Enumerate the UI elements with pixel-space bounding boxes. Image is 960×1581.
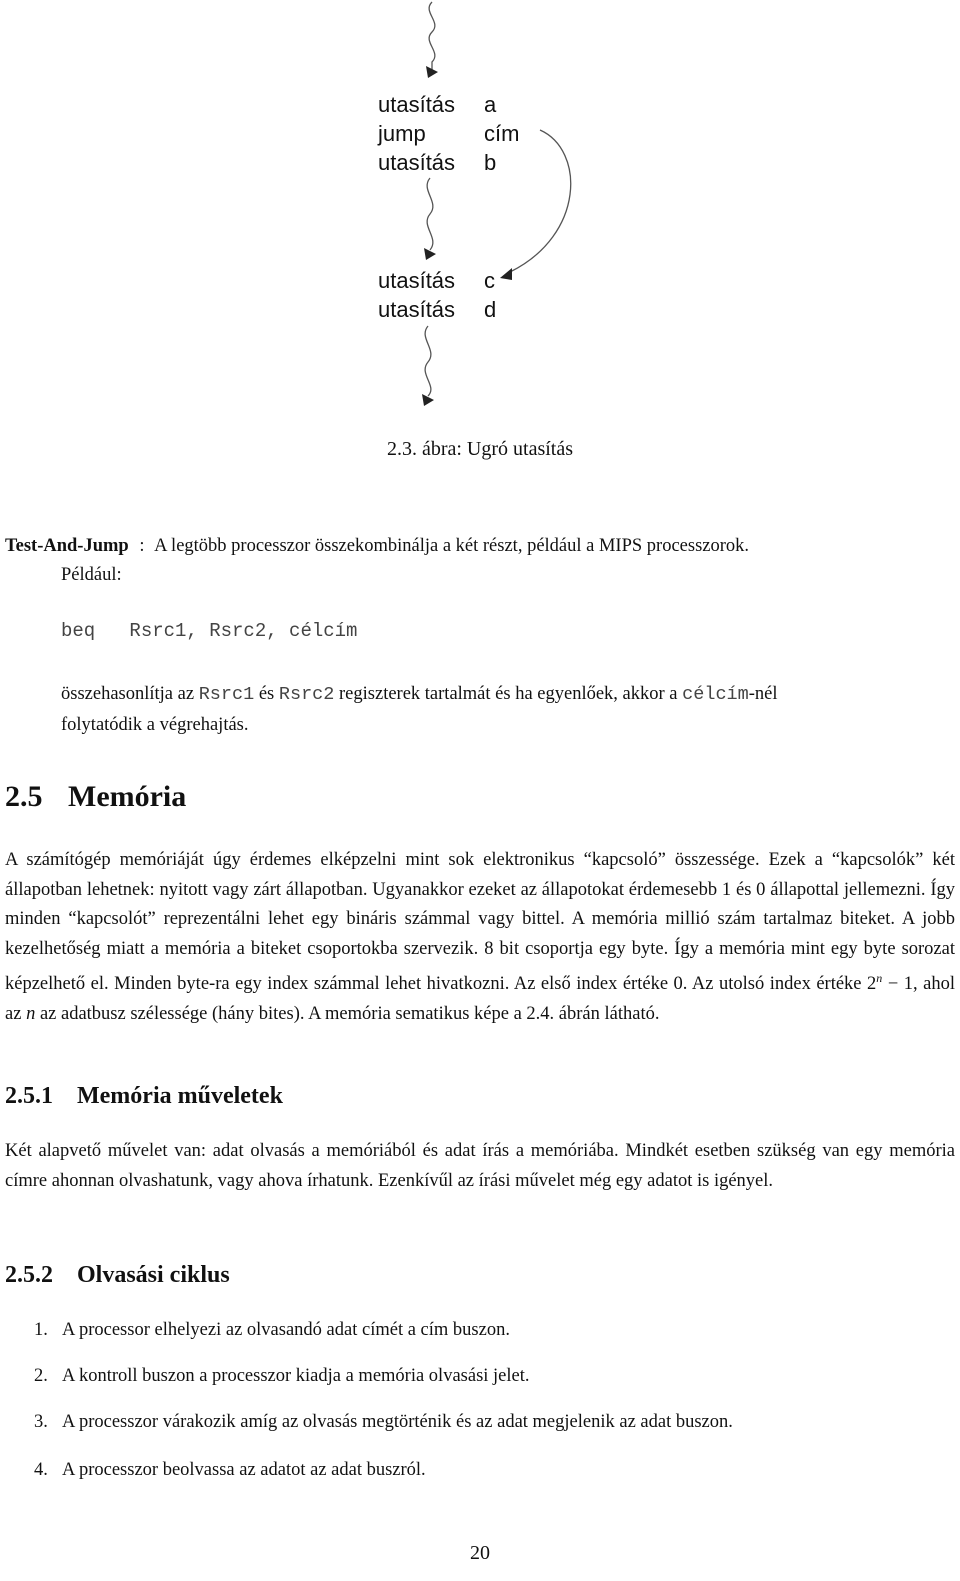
section-paragraph (5, 846, 955, 1029)
instr-arg: a (484, 92, 497, 117)
list-item (34, 1320, 510, 1341)
instr-arg: c (484, 268, 495, 293)
tj-line (5, 536, 749, 557)
list-text: A processor elhelyezi az olvasandó adat címét a cím buszon. (62, 1320, 510, 1340)
subsection-title: Memória műveletek (77, 1083, 283, 1109)
jump-figure (0, 0, 960, 480)
instr-row-4: utasítás (378, 268, 456, 293)
instr-row-1 (378, 90, 455, 119)
tj-term: Test-And-Jump (5, 536, 129, 556)
list-number: 1. (34, 1320, 48, 1340)
tj-explanation (61, 679, 955, 740)
section-title: Memória (68, 780, 187, 813)
jump-arc (510, 130, 571, 272)
math-base: 2 (867, 974, 877, 995)
list-text: A processzor beolvassa az adatot az adat buszról. (62, 1460, 426, 1480)
text: és (258, 684, 275, 704)
text: − 1, ahol az (5, 974, 955, 1024)
page-number: 20 (470, 1542, 490, 1564)
flow-squiggle-mid (427, 178, 433, 250)
section-heading (5, 780, 186, 814)
subsection-number: 2.5.1 (5, 1083, 53, 1109)
tj-desc: A legtöbb processzor összekombinálja a két részt, például a MIPS processzorok. (154, 536, 750, 556)
subsection-title: Olvasási ciklus (77, 1262, 230, 1288)
arrowhead-jump (500, 268, 512, 280)
reg-name: Rsrc1 (198, 684, 255, 705)
text: folytatódik a végrehajtás. (61, 715, 249, 735)
flow-lines (0, 0, 960, 430)
tj-example-label: Például: (61, 565, 122, 585)
list-text: A processzor várakozik amíg az olvasás megtörténik és az adat megjelenik az adat buszon. (62, 1412, 733, 1432)
subsection-number: 2.5.2 (5, 1262, 53, 1288)
flow-squiggle-top (429, 2, 435, 70)
reg-name: Rsrc2 (278, 684, 335, 705)
list-number: 2. (34, 1366, 48, 1386)
text: az adatbusz szélessége (hány bites). A memória sematikus képe a 2.4. ábrán látható. (39, 1003, 660, 1024)
math-exponent: n (876, 971, 883, 985)
list-item (34, 1460, 426, 1481)
instr-arg: d (484, 297, 497, 322)
subsection-heading (5, 1262, 230, 1289)
figure-caption: 2.3. ábra: Ugró utasítás (386, 438, 574, 460)
text: -nél (748, 684, 778, 704)
list-number: 4. (34, 1460, 48, 1480)
instr-label: utasítás (378, 92, 456, 117)
instr-row-2: jump (378, 121, 426, 146)
code-line: beq Rsrc1, Rsrc2, célcím (61, 620, 358, 642)
text: A számítógép memóriáját úgy érdemes elképzelni mint sok elektronikus “kapcsoló” összessége. Ezek a “kapcsolók” két állapotban lehetnek: nyitott vagy zárt állapotban. Ugyanakkor ezeket az állapotokat érdemesebb 1 és 0 állapottal jellemezni. Így minden “kapcsolót” reprezentálni lehet egy bináris számmal vagy bittel. A memória millió szám tartalmaz biteket. A jobb kezelhetőség miatt a memória a biteket csoportokba szervezik. 8 bit csoportja egy byte. Így a memória mint egy byte sorozat képzelhető el. Minden byte-ra egy index számmal lehet hivatkozni. Az első index értéke 0. Az utolsó index értéke (5, 850, 955, 995)
text: összehasonlítja az (61, 684, 195, 704)
list-number: 3. (34, 1412, 48, 1432)
instr-arg: cím (484, 121, 520, 146)
subsection-paragraph: Két alapvető művelet van: adat olvasás a memóriából és adat írás a memóriába. Mindkét esetben szükség van egy memória címre ahonnan olvashatunk, vagy ahova írhatunk. Ezenkívűl az írási művelet még egy adatot is igényel. (5, 1141, 955, 1191)
list-item (34, 1412, 733, 1433)
math-variable: n (26, 1003, 36, 1024)
flow-squiggle-bottom (425, 326, 431, 396)
text: regiszterek tartalmát és ha egyenlőek, akkor a (339, 684, 678, 704)
subsection-heading (5, 1083, 283, 1110)
instr-row-5: utasítás (378, 297, 456, 322)
instr-arg: b (484, 150, 497, 175)
list-text: A kontroll buszon a processzor kiadja a memória olvasási jelet. (62, 1366, 530, 1386)
section-number: 2.5 (5, 780, 43, 813)
instr-row-3: utasítás (378, 150, 456, 175)
tj-colon: : (139, 536, 145, 556)
target-label: célcím (682, 684, 749, 705)
list-item (34, 1366, 530, 1387)
